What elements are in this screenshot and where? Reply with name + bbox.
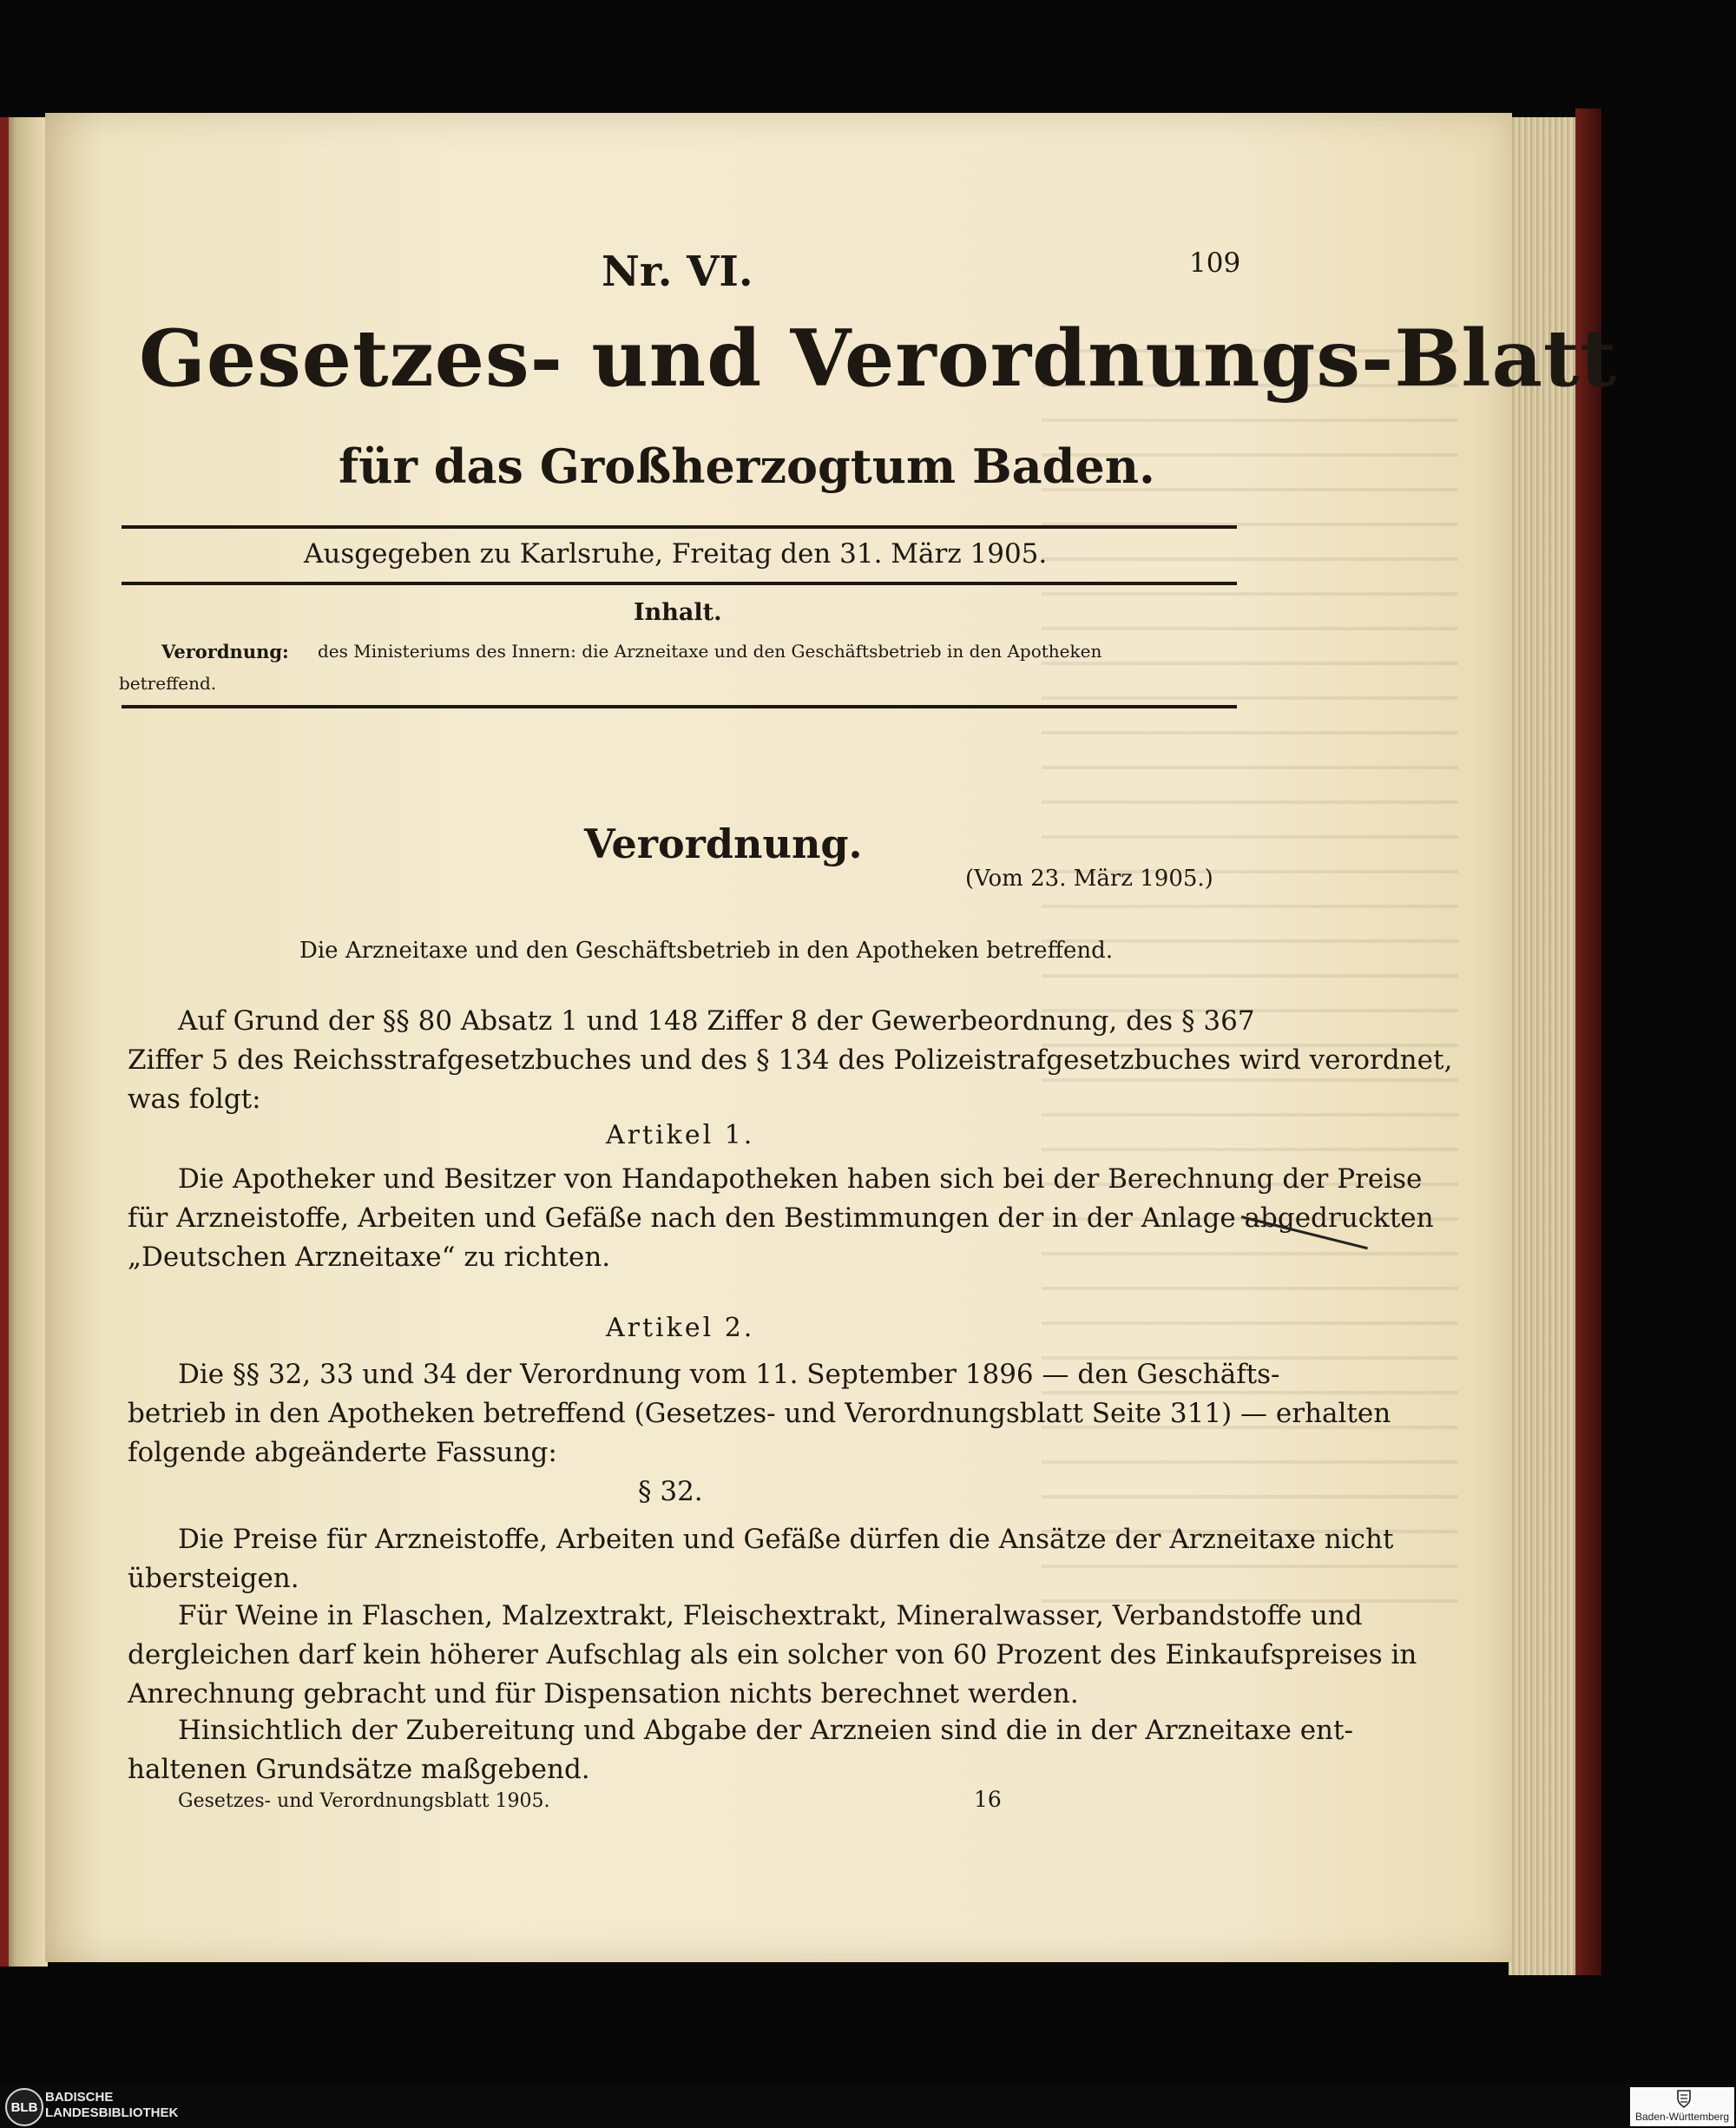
- library-name-line1: BADISCHE: [45, 2090, 114, 2105]
- contents-text: des Ministeriums des Innern: die Arzneitaxe und den Geschäftsbetrieb in den Apotheken: [318, 641, 1102, 662]
- contents-label: Verordnung:: [161, 641, 289, 662]
- issue-date-line: Ausgegeben zu Karlsruhe, Freitag den 31. März 1905.: [304, 538, 1048, 570]
- article-2-line: Die §§ 32, 33 und 34 der Verordnung vom 11. September 1896 — den Geschäfts-: [178, 1359, 1280, 1390]
- page-footer-sheet-number: 16: [974, 1787, 1002, 1812]
- section-32-heading: § 32.: [638, 1476, 703, 1507]
- page-number: 109: [1189, 247, 1241, 279]
- article-1-line: für Arzneistoffe, Arbeiten und Gefäße nach den Bestimmungen der in der Anlage abgedruckten: [128, 1202, 1434, 1234]
- ordinance-heading: Verordnung.: [584, 820, 863, 867]
- section-32-line: dergleichen darf kein höherer Aufschlag als ein solcher von 60 Prozent des Einkaufspreises in: [128, 1639, 1417, 1670]
- contents-text-continued: betreffend.: [119, 673, 217, 694]
- library-name[interactable]: [45, 2090, 178, 2121]
- article-1-heading: Artikel 1.: [606, 1120, 755, 1150]
- publication-title: Gesetzes- und Verordnungs-Blatt: [139, 313, 1618, 405]
- section-32-line: Hinsichtlich der Zubereitung und Abgabe der Arzneien sind die in der Arzneitaxe ent-: [178, 1715, 1353, 1746]
- article-2-line: folgende abgeänderte Fassung:: [128, 1437, 557, 1468]
- blb-logo-icon[interactable]: BLB: [5, 2088, 43, 2126]
- section-32-line: übersteigen.: [128, 1563, 299, 1594]
- article-2-heading: Artikel 2.: [606, 1313, 755, 1343]
- preamble-line: Auf Grund der §§ 80 Absatz 1 und 148 Ziffer 8 der Gewerbeordnung, des § 367: [178, 1005, 1255, 1037]
- article-1-line: Die Apotheker und Besitzer von Handapotheken haben sich bei der Berechnung der Preise: [178, 1163, 1423, 1195]
- preamble-line: Ziffer 5 des Reichsstrafgesetzbuches und des § 134 des Polizeistrafgesetzbuches wird verordnet,: [128, 1044, 1453, 1076]
- section-32-line: Die Preise für Arzneistoffe, Arbeiten und Gefäße dürfen die Ansätze der Arzneitaxe nicht: [178, 1524, 1394, 1555]
- article-2-line: betrieb in den Apotheken betreffend (Gesetzes- und Verordnungsblatt Seite 311) — erhalten: [128, 1398, 1391, 1429]
- article-1-line: „Deutschen Arzneitaxe“ zu richten.: [128, 1242, 611, 1273]
- library-name-line2: LANDESBIBLIOTHEK: [45, 2105, 179, 2120]
- ordinance-subject: Die Arzneitaxe und den Geschäftsbetrieb in den Apotheken betreffend.: [299, 938, 1114, 964]
- contents-heading: Inhalt.: [634, 599, 722, 626]
- section-32-line: haltenen Grundsätze maßgebend.: [128, 1754, 590, 1785]
- issue-date-rule: [122, 582, 1237, 585]
- issue-number: Nr. VI.: [602, 247, 753, 296]
- preamble-line: was folgt:: [128, 1084, 261, 1115]
- viewer-footer: [0, 2084, 1736, 2128]
- partner-label: Baden-Württemberg: [1634, 2111, 1730, 2123]
- book-spine: [0, 117, 9, 1967]
- coat-of-arms-icon: [1677, 2089, 1691, 2108]
- masthead-rule: [122, 525, 1237, 529]
- section-32-line: Für Weine in Flaschen, Malzextrakt, Fleischextrakt, Mineralwasser, Verbandstoffe und: [178, 1600, 1363, 1631]
- ordinance-date: (Vom 23. März 1905.): [965, 866, 1213, 892]
- section-32-line: Anrechnung gebracht und für Dispensation nichts berechnet werden.: [128, 1678, 1079, 1710]
- publication-subtitle: für das Großherzogtum Baden.: [339, 438, 1155, 494]
- contents-rule: [122, 705, 1237, 708]
- page-footer-publication: Gesetzes- und Verordnungsblatt 1905.: [178, 1790, 550, 1812]
